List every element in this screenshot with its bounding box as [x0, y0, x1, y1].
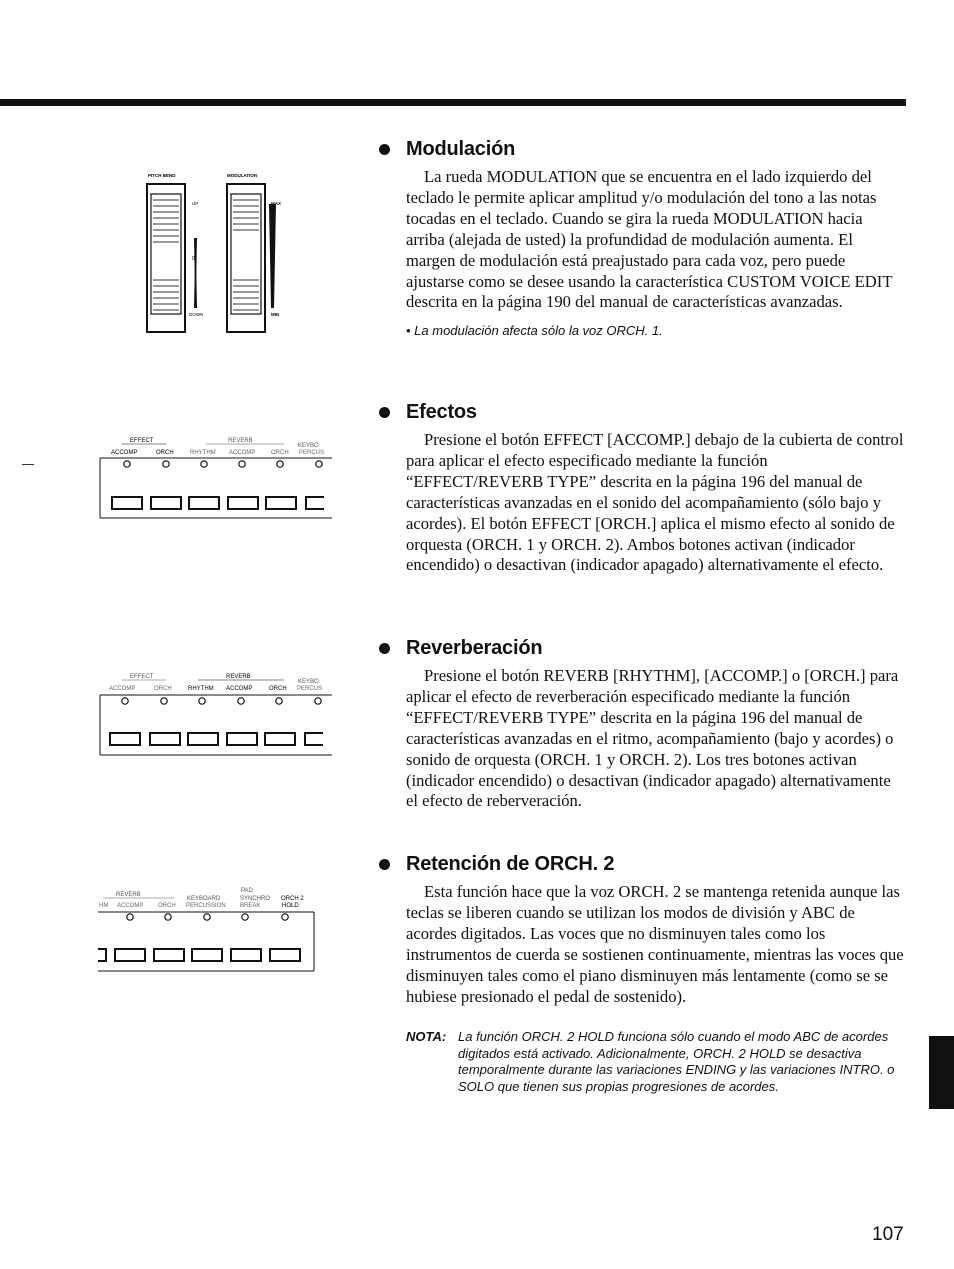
pad-label: PAD [241, 888, 253, 894]
section-paragraph: Esta función hace que la voz ORCH. 2 se mantenga retenida aunque las teclas se liberen cuando se utilizan los modos de división y ABC de acordes digitados. Las voces que no disminuyen tales como los instrumentos de cuerda se sostienen continuamente, mientras las voces que disminuyen tales como el piano disminuyen más lentamente (como se se hubiese presionado el pedal de sostenido). [406, 882, 904, 1006]
pitch-bend-label: PITCH BEND [148, 173, 176, 178]
effect-label: EFFECT [130, 438, 154, 444]
reverb-panel-figure [98, 668, 334, 760]
nota-block [406, 1029, 904, 1095]
rhythm-label: RHYTHM [188, 686, 214, 692]
keyboard-label: KEYBOARD [187, 896, 221, 902]
accomp-label-2: ACCOMP [226, 686, 253, 692]
zero-label: 0 [192, 256, 195, 262]
reverb-label: REVERB [226, 674, 251, 680]
keyboard-label: KEYBO [298, 443, 319, 449]
nota-label: NOTA: [406, 1029, 447, 1045]
accomp-label: ACCOMP [109, 686, 136, 692]
percus-label: PERCUS [299, 450, 325, 456]
margin-mark [22, 464, 34, 465]
nota-text: La función ORCH. 2 HOLD funciona sólo cuando el modo ABC de acordes digitados está activado. Adicionalmente, ORCH. 2 HOLD se desactiva temporalmente durante las variaciones ENDING y las variaciones INTRO. o SOLO que tienen sus propias progresiones de acordes. [458, 1029, 895, 1094]
modulation-label: MODULATION [227, 173, 258, 178]
page-number: 107 [872, 1224, 904, 1245]
section-paragraph: Presione el botón REVERB [RHYTHM], [ACCOMP.] o [ORCH.] para aplicar el efecto de reverberación especificado mediante la función “EFFECT/REVERB TYPE” descrita en la página 196 del manual de características avanzadas en el ritmo, acompañamiento (bajo y acordes) o sonido de orquesta (ORCH. 1 y ORCH. 2). Los tres botones activan (indicador encendido) o desactivan (indicador apagado) alternativamente el efecto de reberveración. [406, 666, 899, 811]
orch-label-2: ORCH [269, 686, 287, 692]
wheels-figure [130, 168, 300, 338]
break-label: BREAK [240, 903, 261, 909]
effect-panel-figure [98, 434, 334, 524]
orch-label: ORCH [154, 686, 172, 692]
rhythm-partial-label: HM [99, 903, 109, 909]
pitch-wheel [147, 184, 185, 332]
orch-label: ORCH [158, 903, 176, 909]
section-note: • La modulación afecta sólo la voz ORCH. 1. [406, 323, 663, 339]
orch2-label: ORCH 2 [281, 896, 304, 902]
keyboard-label: KEYBO [298, 679, 319, 685]
section-retencion [379, 853, 904, 1095]
bullet-icon [379, 144, 390, 155]
orch-label-2: ORCH [271, 450, 289, 456]
hold-panel-figure [98, 882, 320, 974]
effect-label: EFFECT [130, 674, 154, 680]
section-paragraph: La rueda MODULATION que se encuentra en el lado izquierdo del teclado le permite aplicar amplitud y/o modulación del tono a las notas tocadas en el teclado. Cuando se gira la rueda MODULATION hacia arriba (alejada de usted) la profundidad de modulación aumenta. El margen de modulación está preajustado para cada voz, pero puede ajustarse como se desee usando la característica CUSTOM VOICE EDIT descrita en la página 190 del manual de características avanzadas. [406, 167, 893, 312]
percussion-label: PERCUSSION [186, 903, 226, 909]
max-label: MAX [271, 201, 281, 206]
reverb-label: REVERB [116, 892, 141, 898]
min-label: MIN [271, 312, 280, 317]
section-efectos [379, 401, 904, 576]
chapter-tab [929, 1036, 954, 1109]
synchro-label: SYNCHRO [240, 896, 271, 902]
accomp-label: ACCOMP [111, 450, 138, 456]
section-title: Efectos [379, 401, 904, 424]
up-label: UP [192, 201, 199, 206]
down-label: DOWN [189, 312, 204, 317]
orch-label: ORCH [156, 450, 174, 456]
section-modulacion [379, 138, 904, 338]
top-rule [0, 99, 906, 106]
section-title: Reverberación [379, 637, 904, 660]
section-title: Retención de ORCH. 2 [379, 853, 904, 876]
accomp-label-2: ACCOMP [229, 450, 256, 456]
modulation-wheel [227, 184, 265, 332]
hold-label: HOLD [282, 903, 299, 909]
section-paragraph: Presione el botón EFFECT [ACCOMP.] debajo de la cubierta de control para aplicar el efecto especificado mediante la función “EFFECT/REVERB TYPE” descrita en la página 196 del manual de características avanzadas en el sonido del acompañamiento (sólo bajo y acordes). El botón EFFECT [ORCH.] aplica el mismo efecto al sonido de orquesta (ORCH. 1 y ORCH. 2). Ambos botones activan (indicador encendido) o desactivan (indicador apagado) alternativamente el efecto. [406, 430, 904, 575]
bullet-icon [379, 407, 390, 418]
rhythm-label: RHYTHM [190, 450, 216, 456]
section-title: Modulación [379, 138, 904, 161]
percus-label: PERCUS [297, 686, 323, 692]
bullet-icon [379, 643, 390, 654]
section-reverberacion [379, 637, 904, 812]
accomp-label: ACCOMP [117, 903, 144, 909]
bullet-icon [379, 859, 390, 870]
reverb-label: REVERB [228, 438, 253, 444]
